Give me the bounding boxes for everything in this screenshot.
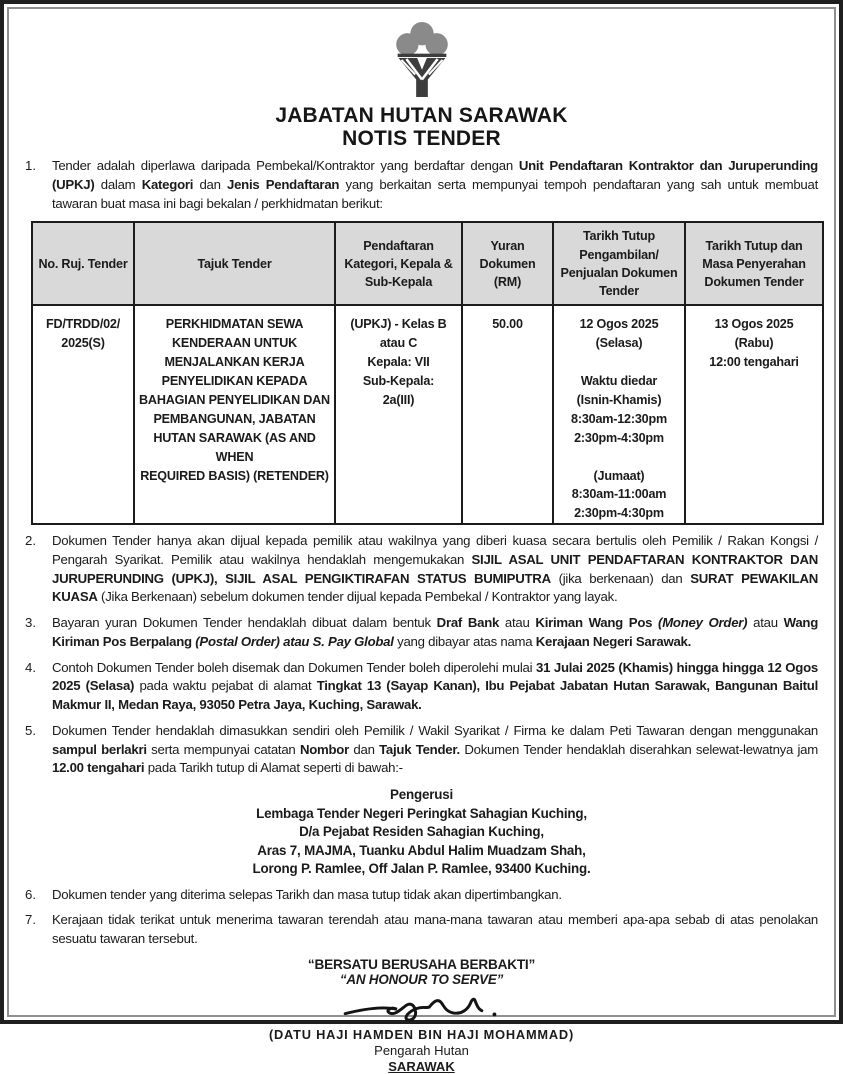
paragraph-number: 5. — [25, 722, 36, 738]
department-title: JABATAN HUTAN SARAWAK — [275, 104, 568, 127]
cell-tarikh-pengambilan: 12 Ogos 2025 (Selasa) Waktu diedar (Isnin-Khamis) 8:30am-12:30pm 2:30pm-4:30pm (Jumaat) 8:30am-11:00am 2:30pm-4:30pm — [553, 305, 685, 524]
column-header-pendaftaran: Pendaftaran Kategori, Kepala & Sub-Kepala — [335, 222, 462, 305]
title-block — [25, 104, 818, 150]
table-row — [32, 305, 823, 524]
paragraph-text: Dokumen tender yang diterima selepas Tarikh dan masa tutup tidak akan dipertimbangkan. — [52, 886, 562, 902]
signature-wrap — [25, 990, 818, 1029]
paragraph-number: 6. — [25, 886, 36, 902]
notice-title: NOTIS TENDER — [342, 127, 501, 151]
signatory-name: (DATU HAJI HAMDEN BIN HAJI MOHAMMAD) — [268, 1026, 575, 1042]
motto-block — [25, 957, 818, 987]
paragraph-text: Kerajaan tidak terikat untuk menerima tawaran terendah atau mana-mana tawaran atau memberi apa-apa sebab di atas penolakan sesuatu tawaran tersebut. — [52, 912, 818, 946]
paragraph-text: Contoh Dokumen Tender boleh disemak dan Dokumen Tender boleh diperolehi mulai 31 Julai 2025 (Khamis) hingga hingga 12 Ogos 2025 (Selasa) pada waktu pejabat di alamat Tingkat 13 (Sayap Kanan), Ibu Pejabat Jabatan Hutan Sarawak, Bangunan Baitul Makmur II, Medan Raya, 93050 Petra Jaya, Kuching, Sarawak. — [52, 659, 818, 713]
cell-no-ruj-tender: FD/TRDD/02/ 2025(S) — [32, 305, 134, 524]
column-header-no-ruj: No. Ruj. Tender — [32, 222, 134, 305]
paragraph-text: Dokumen Tender hanya akan dijual kepada pemilik atau wakilnya yang diberi kuasa secara bertulis oleh Pemilik / Rakan Kongsi / Pengarah Syarikat. Pemilik atau wakilnya hendaklah mengemukakan SIJIL ASAL UNIT PENDAFTARAN KONTRAKTOR DAN JURUPERUNDING (UPKJ), SIJIL ASAL PENGIKTIRAFAN STATUS BUMIPUTRA (jika berkenaan) dan SURAT PEWAKILAN KUASA (Jika Berkenaan) sebelum dokumen tender dijual kepada Pembekal / Kontraktor yang layak. — [52, 533, 818, 605]
cell-tajuk-tender: PERKHIDMATAN SEWA KENDERAAN UNTUK MENJALANKAN KERJA PENYELIDIKAN KEPADA BAHAGIAN PENYELIDIKAN DAN PEMBANGUNAN, JABATAN HUTAN SARAWAK (AS AND WHEN REQUIRED BASIS) (RETENDER) — [134, 305, 335, 524]
motto-english: “AN HONOUR TO SERVE” — [339, 971, 504, 987]
motto-malay: “BERSATU BERUSAHA BERBAKTI” — [307, 956, 536, 972]
paragraph-item-6 — [25, 886, 818, 905]
column-header-yuran: Yuran Dokumen (RM) — [462, 222, 553, 305]
paragraph-item-4 — [25, 659, 818, 715]
signature-icon — [337, 990, 507, 1024]
table-header-row — [32, 222, 823, 305]
submission-address-block: Pengerusi Lembaga Tender Negeri Peringkat Sahagian Kuching, D/a Pejabat Residen Sahagian Kuching, Aras 7, MAJMA, Tuanku Abdul Halim Muadzam Shah, Lorong P. Ramlee, Off Jalan P. Ramlee, 93400 Kuching. — [252, 787, 591, 876]
paragraph-number: 1. — [25, 158, 36, 174]
paragraph-number: 4. — [25, 659, 36, 675]
signatory-region: SARAWAK — [388, 1058, 455, 1074]
column-header-tarikh-pengambilan: Tarikh Tutup Pengambilan/ Penjualan Dokumen Tender — [553, 222, 685, 305]
tender-table — [31, 221, 824, 525]
paragraph-item-7 — [25, 911, 818, 948]
paragraph-text: Tender adalah diperlawa daripada Pembekal/Kontraktor yang berdaftar dengan Unit Pendaftaran Kontraktor dan Juruperunding (UPKJ) dalam Kategori dan Jenis Pendaftaran yang berkaitan serta mempunyai tempoh pendaftaran yang sah untuk membuat tawaran buat masa ini bagi bekalan / perkhidmatan berikut: — [52, 158, 818, 211]
cell-tarikh-penyerahan: 13 Ogos 2025 (Rabu) 12:00 tengahari — [685, 305, 823, 524]
paragraph-text: Dokumen Tender hendaklah dimasukkan sendiri oleh Pemilik / Wakil Syarikat / Firma ke dalam Peti Tawaran dengan menggunakan sampul berlakri serta mempunyai catatan Nombor dan Tajuk Tender. Dokumen Tender hendaklah diserahkan selewat-lewatnya jam 12.00 tengahari pada Tarikh tutup di Alamat seperti di bawah:- — [52, 722, 818, 776]
cell-yuran-dokumen: 50.00 — [462, 305, 553, 524]
paragraph-item-2 — [25, 532, 818, 607]
paragraph-text: Bayaran yuran Dokumen Tender hendaklah dibuat dalam bentuk Draf Bank atau Kiriman Wang Pos (Money Order) atau Wang Kiriman Pos Berpalang (Postal Order) atau S. Pay Global yang dibayar atas nama Kerajaan Negeri Sarawak. — [52, 615, 819, 649]
paragraph-number: 2. — [25, 533, 36, 549]
paragraph-number: 7. — [25, 912, 36, 928]
inner-border — [7, 7, 836, 1074]
paragraph-number: 3. — [25, 615, 36, 631]
logo-wrap — [25, 21, 818, 102]
cell-pendaftaran-kategori: (UPKJ) - Kelas B atau C Kepala: VII Sub-Kepala: 2a(III) — [335, 305, 462, 524]
forestry-tree-logo-icon — [383, 21, 461, 97]
notice-content — [9, 9, 834, 1074]
column-header-tajuk: Tajuk Tender — [134, 222, 335, 305]
column-header-tarikh-penyerahan: Tarikh Tutup dan Masa Penyerahan Dokumen Tender — [685, 222, 823, 305]
paragraph-item-5 — [25, 722, 818, 778]
paragraph-item-3 — [25, 614, 818, 651]
paragraph-item-1 — [25, 157, 818, 213]
signatory-title: Pengarah Hutan — [374, 1042, 469, 1058]
